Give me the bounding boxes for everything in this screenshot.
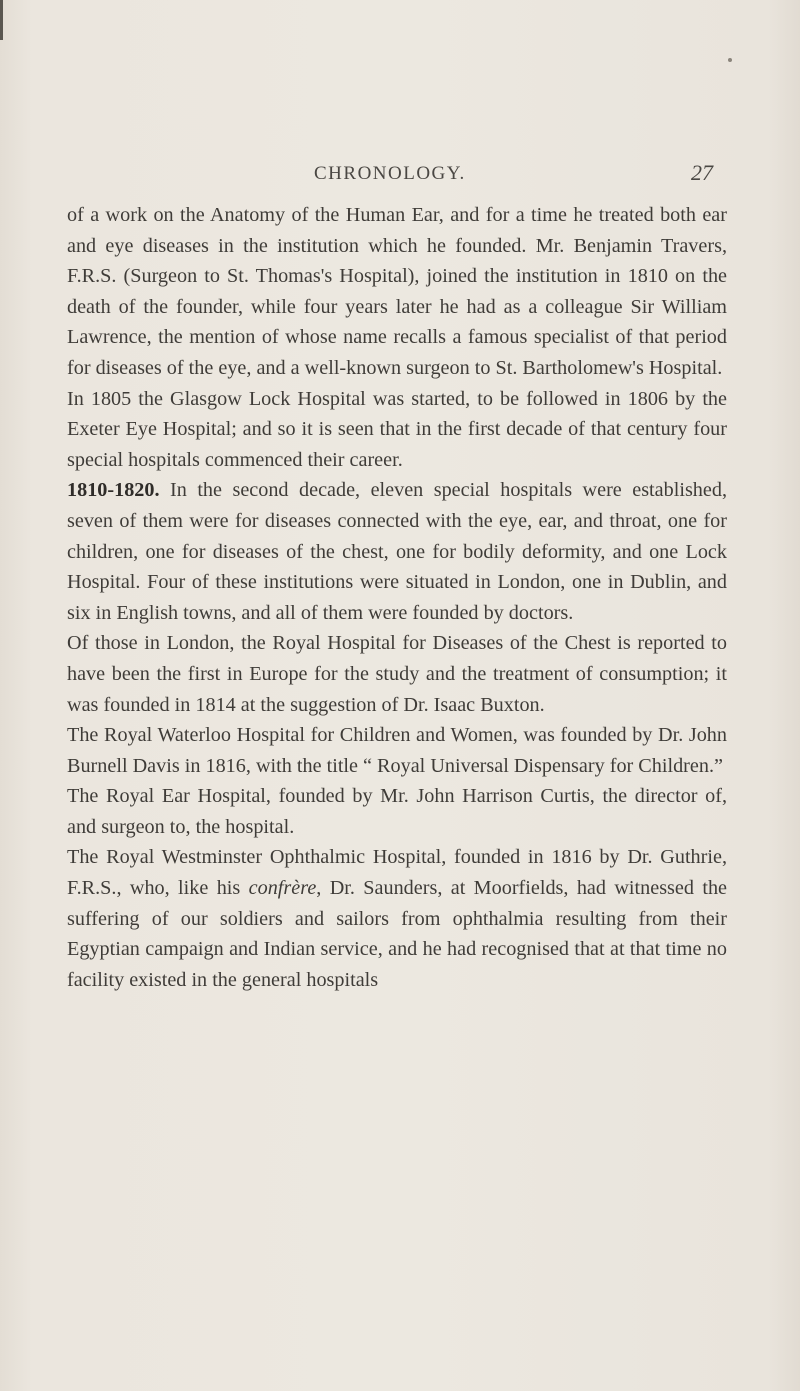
decade-heading: 1810-1820. xyxy=(67,479,160,502)
paper-speck xyxy=(728,58,732,62)
paragraph-6: The Royal Ear Hospital, founded by Mr. John Harrison Curtis, the director of, and surgeon to, the hospital. xyxy=(67,785,727,838)
page-edge-mark xyxy=(0,0,3,40)
paragraph-4: Of those in London, the Royal Hospital for Diseases of the Chest is reported to have been the first in Europe for the study and the treatment of consumption; it was founded in 1814 at the suggestion of Dr. Isaac Buxton. xyxy=(67,632,727,716)
paragraph-7 xyxy=(67,842,727,995)
paragraph-7-text-b: , Dr. Saunders, at Moorfields, had witnessed the suffering of our soldiers and sailors from ophthalmia resulting from their Egyptian campaign and Indian service, and he had recognised that at that time no facility existed in the general hospitals xyxy=(67,877,727,991)
page-header xyxy=(0,160,800,193)
italic-term: confrère xyxy=(248,877,317,900)
paragraph-5: The Royal Waterloo Hospital for Children and Women, was founded by Dr. John Burnell Davis in 1816, with the title “ Royal Universal Dispensary for Children.” xyxy=(67,724,727,777)
paragraph-1: of a work on the Anatomy of the Human Ear, and for a time he treated both ear and eye diseases in the institution which he founded. Mr. Benjamin Travers, F.R.S. (Surgeon to St. Thomas's Hospital), joined the institution in 1810 on the death of the founder, while four years later he had as a colleague Sir William Lawrence, the mention of whose name recalls a famous specialist of that period for diseases of the eye, and a well-known surgeon to St. Bartholomew's Hospital. xyxy=(67,204,727,379)
paragraph-3-text: In the second decade, eleven special hospitals were established, seven of them were for diseases connected with the eye, ear, and throat, one for children, one for diseases of the chest, one for bodily deformity, and one Lock Hospital. Four of these institutions were situated in London, one in Dublin, and six in English towns, and all of them were founded by doctors. xyxy=(67,479,727,624)
paragraph-2: In 1805 the Glasgow Lock Hospital was started, to be followed in 1806 by the Exeter Eye Hospital; and so it is seen that in the first decade of that century four special hospitals commenced their career. xyxy=(67,387,727,471)
paragraph-7-text-a: The Royal Westminster Ophthalmic Hospital, founded in 1816 by Dr. Guthrie, F.R.S., who, like his xyxy=(67,846,727,900)
running-head: CHRONOLOGY. xyxy=(314,163,466,184)
body-text xyxy=(67,200,727,995)
page-number: 27 xyxy=(691,160,713,185)
paragraph-3 xyxy=(67,475,727,628)
